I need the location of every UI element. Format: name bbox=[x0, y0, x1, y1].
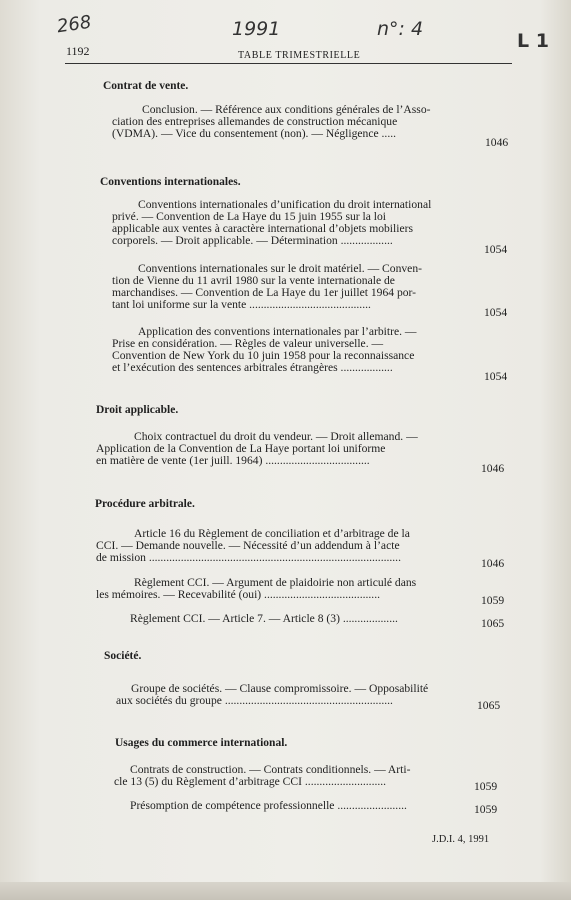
journal-reference: J.D.I. 4, 1991 bbox=[432, 834, 490, 845]
entry-line: et l’exécution des sentences arbitrales étrangères .................. bbox=[112, 361, 393, 374]
section-heading: Conventions internationales. bbox=[100, 176, 241, 188]
index-entry bbox=[112, 263, 474, 311]
page-reference: 1059 bbox=[474, 803, 498, 816]
index-entry bbox=[96, 528, 471, 564]
page-reference: 1046 bbox=[481, 557, 505, 570]
entry-line: Conventions internationales sur le droit matériel. — Conven- bbox=[138, 262, 422, 275]
entry-line: Contrats de construction. — Contrats conditionnels. — Arti- bbox=[130, 763, 411, 776]
index-entry bbox=[130, 800, 466, 812]
index-entry bbox=[112, 326, 474, 374]
page-reference: 1046 bbox=[481, 462, 505, 475]
index-entry bbox=[112, 199, 474, 247]
page-reference: 1054 bbox=[484, 370, 508, 383]
entry-line: Présomption de compétence professionnelle ........................ bbox=[130, 799, 407, 812]
entry-line: les mémoires. — Recevabilité (oui) ........................................ bbox=[96, 588, 380, 601]
index-entry bbox=[96, 577, 471, 601]
entry-line: Règlement CCI. — Article 7. — Article 8 (3) ................... bbox=[130, 612, 398, 625]
entry-line: Prise en considération. — Règles de valeur universelle. — bbox=[112, 337, 384, 350]
page-reference: 1046 bbox=[485, 136, 509, 149]
entry-line: aux sociétés du groupe .......................................................... bbox=[116, 694, 393, 707]
section-heading: Procédure arbitrale. bbox=[95, 498, 195, 510]
entry-line: corporels. — Droit applicable. — Détermination .................. bbox=[112, 234, 393, 247]
page-number: 1192 bbox=[66, 44, 90, 58]
entry-line: de mission ....................................................................................... bbox=[96, 551, 401, 564]
handwritten-note-left: 268 bbox=[55, 11, 93, 38]
header-rule bbox=[65, 63, 512, 64]
section-heading: Usages du commerce international. bbox=[115, 737, 288, 749]
entry-line: Convention de New York du 10 juin 1958 pour la reconnaissance bbox=[112, 349, 415, 362]
index-entry bbox=[112, 104, 472, 140]
entry-line: CCI. — Demande nouvelle. — Nécessité d’un addendum à l’acte bbox=[96, 539, 400, 552]
handwritten-note-number: n°: 4 bbox=[377, 18, 424, 40]
index-entry bbox=[130, 613, 470, 625]
page-reference: 1059 bbox=[474, 780, 498, 793]
entry-line: Groupe de sociétés. — Clause compromissoire. — Opposabilité bbox=[131, 682, 429, 695]
entry-line: marchandises. — Convention de La Haye du 1er juillet 1964 por- bbox=[112, 286, 417, 299]
page-reference: 1065 bbox=[481, 617, 505, 630]
section-heading: Contrat de vente. bbox=[103, 80, 189, 92]
handwritten-note-year: 1991 bbox=[232, 18, 281, 40]
entry-line: applicable aux ventes à caractère international d’objets mobiliers bbox=[112, 222, 413, 235]
entry-line: tion de Vienne du 11 avril 1980 sur la vente internationale de bbox=[112, 274, 395, 287]
section-heading: Société. bbox=[104, 650, 142, 662]
entry-line: Application des conventions internationales par l’arbitre. — bbox=[138, 325, 417, 338]
entry-line: ciation des entreprises allemandes de construction mécanique bbox=[112, 115, 398, 128]
page-bottom-edge bbox=[0, 882, 571, 900]
page-reference: 1059 bbox=[481, 594, 505, 607]
section-heading: Droit applicable. bbox=[96, 404, 179, 416]
entry-line: Conclusion. — Référence aux conditions générales de l’Asso- bbox=[142, 103, 431, 116]
index-entry bbox=[96, 431, 472, 467]
page-reference: 1065 bbox=[477, 699, 501, 712]
running-title: TABLE TRIMESTRIELLE bbox=[238, 50, 361, 61]
entry-line: Application de la Convention de La Haye portant loi uniforme bbox=[96, 442, 386, 455]
entry-line: Choix contractuel du droit du vendeur. — Droit allemand. — bbox=[134, 430, 418, 443]
index-entry bbox=[116, 683, 471, 707]
entry-line: (VDMA). — Vice du consentement (non). — Négligence ..... bbox=[112, 127, 397, 140]
entry-line: privé. — Convention de La Haye du 15 juin 1955 sur la loi bbox=[112, 210, 387, 223]
entry-line: Règlement CCI. — Argument de plaidoirie non articulé dans bbox=[134, 576, 417, 589]
index-entry bbox=[114, 764, 466, 788]
entry-line: tant loi uniforme sur la vente .......................................... bbox=[112, 298, 371, 311]
page-reference: 1054 bbox=[484, 306, 508, 319]
entry-line: en matière de vente (1er juill. 1964) .................................... bbox=[96, 454, 370, 467]
entry-line: Conventions internationales d’unification du droit international bbox=[138, 198, 432, 211]
entry-line: Article 16 du Règlement de conciliation et d’arbitrage de la bbox=[134, 527, 410, 540]
entry-line: cle 13 (5) du Règlement d’arbitrage CCI ............................ bbox=[114, 775, 387, 788]
page-reference: 1054 bbox=[484, 243, 508, 256]
handwritten-note-right: L 1 bbox=[517, 30, 549, 52]
